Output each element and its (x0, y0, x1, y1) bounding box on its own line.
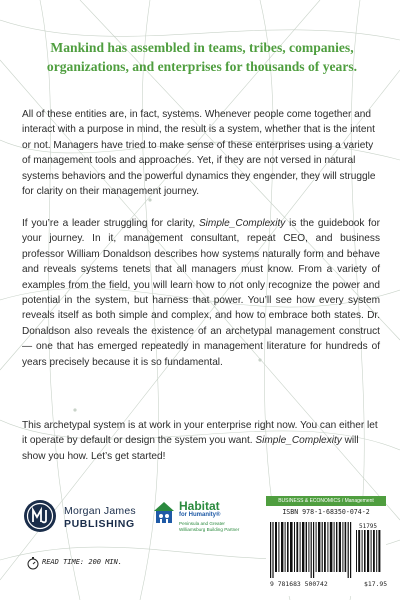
isbn-text: ISBN 978-1-68350-074-2 (282, 508, 370, 516)
morgan-james-logo-icon (22, 498, 58, 534)
barcode-digits: 9 781683 500742 (270, 580, 328, 588)
paragraph-description-start: If you’re a leader struggling for clarity, (22, 218, 199, 229)
barcode-price-code: 51795 (358, 523, 378, 530)
habitat-name: Habitat (179, 499, 220, 513)
paragraph-closing-rest: will show you how. Let’s get started! (22, 435, 359, 462)
book-title: Simple_Complexity (198, 218, 286, 229)
stopwatch-icon (26, 556, 40, 570)
habitat-subtitle: for Humanity® (179, 512, 221, 518)
isbn-barcode-block (266, 496, 386, 596)
habitat-house-icon (152, 500, 176, 528)
habitat-affiliate-line-1: Peninsula and Greater (179, 521, 225, 526)
paragraph-description-rest: is the guidebook for your journey. In it, management consultant, repeat CEO, and business professor William Donaldson describes how systems naturally form and behave and reveals systems tenets that all managers must know. From a variety of examples from the field, you will learn how to not only recognize the power and potential in the system, but harness that power. You’ll see how every system reveals itself as both simple and complex, and how to embrace both states. Dr. Donaldson also reveals the existence of an archetypal management construct — one that has emerged repeatedly in management literature for hundreds of years precisely because it is so fundamental. (22, 218, 380, 368)
price: $17.95 (364, 580, 388, 588)
paragraph-intro: All of these entities are, in fact, systems. Whenever people come together and interact with a purpose in mind, the result is a system, whether that is the intent or not. Managers have tried to make sense of these enterprises using a variety of management tools and approaches. Yet, if they are not versed in natural systems behaviors and the powerful dynamics they engender, they will struggle for clarity on their management journey. (22, 109, 376, 198)
read-time-text: READ TIME: 200 MIN. (42, 558, 123, 566)
habitat-logo (152, 500, 262, 550)
headline: Mankind has assembled in teams, tribes, companies, organizations, and enterprises for thousands of years. (46, 40, 358, 74)
habitat-affiliate-line-2: Williamsburg Building Partner (179, 527, 240, 532)
paragraph-closing (22, 418, 380, 464)
publisher-logo (22, 498, 162, 538)
publisher-name: Morgan James (64, 505, 136, 517)
publisher-label: PUBLISHING (64, 518, 135, 530)
back-cover-footer (0, 490, 400, 600)
book-title: Simple_Complexity (255, 435, 342, 447)
barcode-icon (270, 522, 382, 578)
paragraph-closing-start: This archetypal system is at work in your enterprise right now. You can either let it operate by default or design the system you want. (22, 420, 378, 447)
category-label: BUSINESS & ECONOMICS / Management (266, 496, 386, 506)
paragraph-description (22, 216, 380, 370)
